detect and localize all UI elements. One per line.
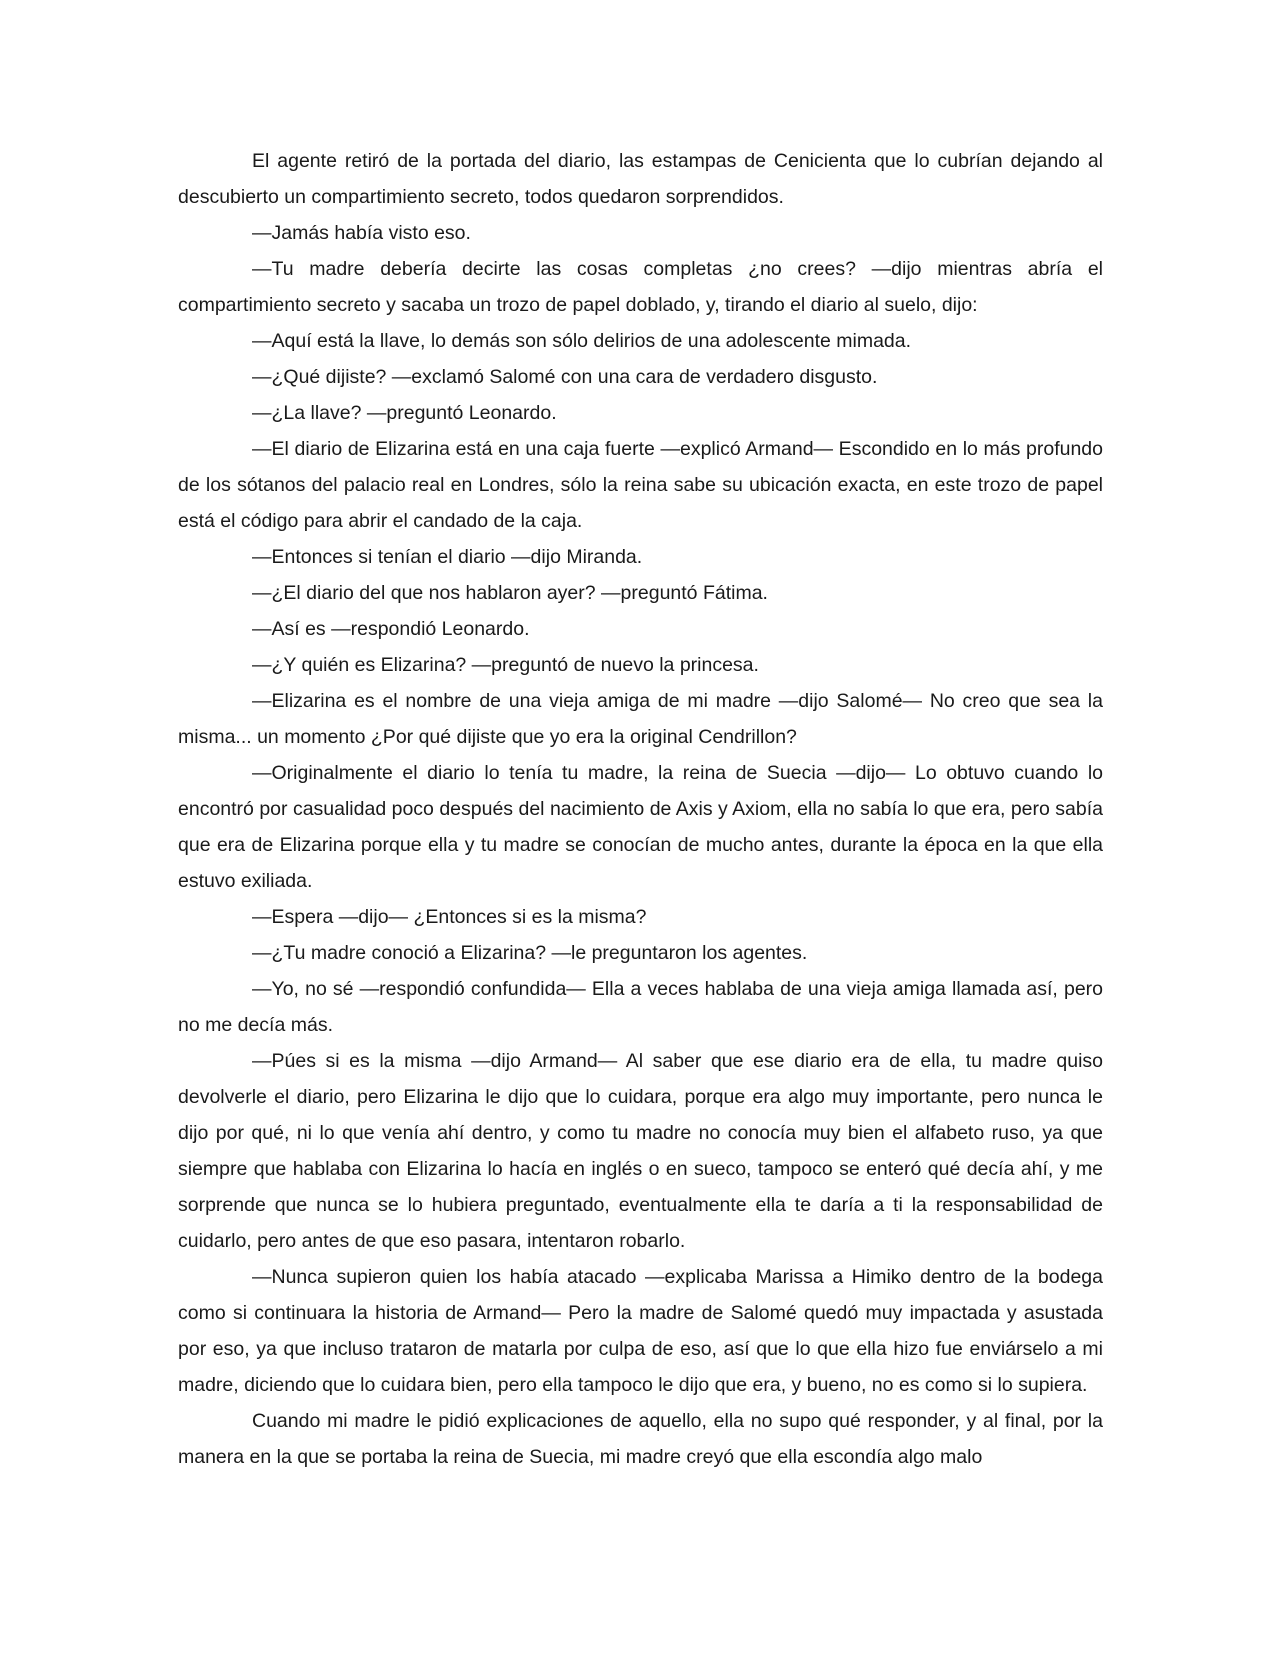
paragraph-19: Cuando mi madre le pidió explicaciones de aquello, ella no supo qué responder, y al final, por la manera en la que se portaba la reina de Suecia, mi madre creyó que ella escondía algo malo xyxy=(178,1410,1103,1468)
paragraph-18: ―Nunca supieron quien los había atacado ―explicaba Marissa a Himiko dentro de la bodega como si continuara la historia de Armand― Pero la madre de Salomé quedó muy impactada y asustada por eso, ya que incluso trataron de matarla por culpa de eso, así que lo que ella hizo fue enviárselo a mi madre, diciendo que lo cuidara bien, pero ella tampoco le dijo que era, y bueno, no es como si lo supiera. xyxy=(178,1266,1103,1396)
paragraph-11: ―¿Y quién es Elizarina? ―preguntó de nuevo la princesa. xyxy=(252,654,759,676)
paragraph-14: ―Espera ―dijo― ¿Entonces si es la misma? xyxy=(252,906,647,928)
paragraph-4: ―Aquí está la llave, lo demás son sólo delirios de una adolescente mimada. xyxy=(252,330,912,352)
paragraph-9: ―¿El diario del que nos hablaron ayer? ―preguntó Fátima. xyxy=(252,582,768,604)
paragraph-7: ―El diario de Elizarina está en una caja fuerte ―explicó Armand― Escondido en lo más profundo de los sótanos del palacio real en Londres, sólo la reina sabe su ubicación exacta, en este trozo de papel está el código para abrir el candado de la caja. xyxy=(178,438,1103,532)
paragraph-15: ―¿Tu madre conoció a Elizarina? ―le preguntaron los agentes. xyxy=(252,942,808,964)
paragraph-13: ―Originalmente el diario lo tenía tu madre, la reina de Suecia ―dijo― Lo obtuvo cuando lo encontró por casualidad poco después del nacimiento de Axis y Axiom, ella no sabía lo que era, pero sabía que era de Elizarina porque ella y tu madre se conocían de mucho antes, durante la época en la que ella estuvo exiliada. xyxy=(178,762,1103,892)
paragraph-6: ―¿La llave? ―preguntó Leonardo. xyxy=(252,402,557,424)
paragraph-2: ―Jamás había visto eso. xyxy=(252,222,471,244)
document-page xyxy=(178,143,1103,1475)
paragraph-16: ―Yo, no sé ―respondió confundida― Ella a veces hablaba de una vieja amiga llamada así, pero no me decía más. xyxy=(178,978,1103,1036)
paragraph-10: ―Así es ―respondió Leonardo. xyxy=(252,618,530,640)
paragraph-12: ―Elizarina es el nombre de una vieja amiga de mi madre ―dijo Salomé― No creo que sea la misma... un momento ¿Por qué dijiste que yo era la original Cendrillon? xyxy=(178,690,1103,748)
paragraph-1: El agente retiró de la portada del diario, las estampas de Cenicienta que lo cubrían dejando al descubierto un compartimiento secreto, todos quedaron sorprendidos. xyxy=(178,150,1103,208)
paragraph-3: ―Tu madre debería decirte las cosas completas ¿no crees? ―dijo mientras abría el compartimiento secreto y sacaba un trozo de papel doblado, y, tirando el diario al suelo, dijo: xyxy=(178,258,1103,316)
paragraph-8: ―Entonces si tenían el diario ―dijo Miranda. xyxy=(252,546,643,568)
paragraph-17: ―Púes si es la misma ―dijo Armand― Al saber que ese diario era de ella, tu madre quiso devolverle el diario, pero Elizarina le dijo que lo cuidara, porque era algo muy importante, pero nunca le dijo por qué, ni lo que venía ahí dentro, y como tu madre no conocía muy bien el alfabeto ruso, ya que siempre que hablaba con Elizarina lo hacía en inglés o en sueco, tampoco se enteró qué decía ahí, y me sorprende que nunca se lo hubiera preguntado, eventualmente ella te daría a ti la responsabilidad de cuidarlo, pero antes de que eso pasara, intentaron robarlo. xyxy=(178,1050,1103,1252)
paragraph-5: ―¿Qué dijiste? ―exclamó Salomé con una cara de verdadero disgusto. xyxy=(252,366,878,388)
